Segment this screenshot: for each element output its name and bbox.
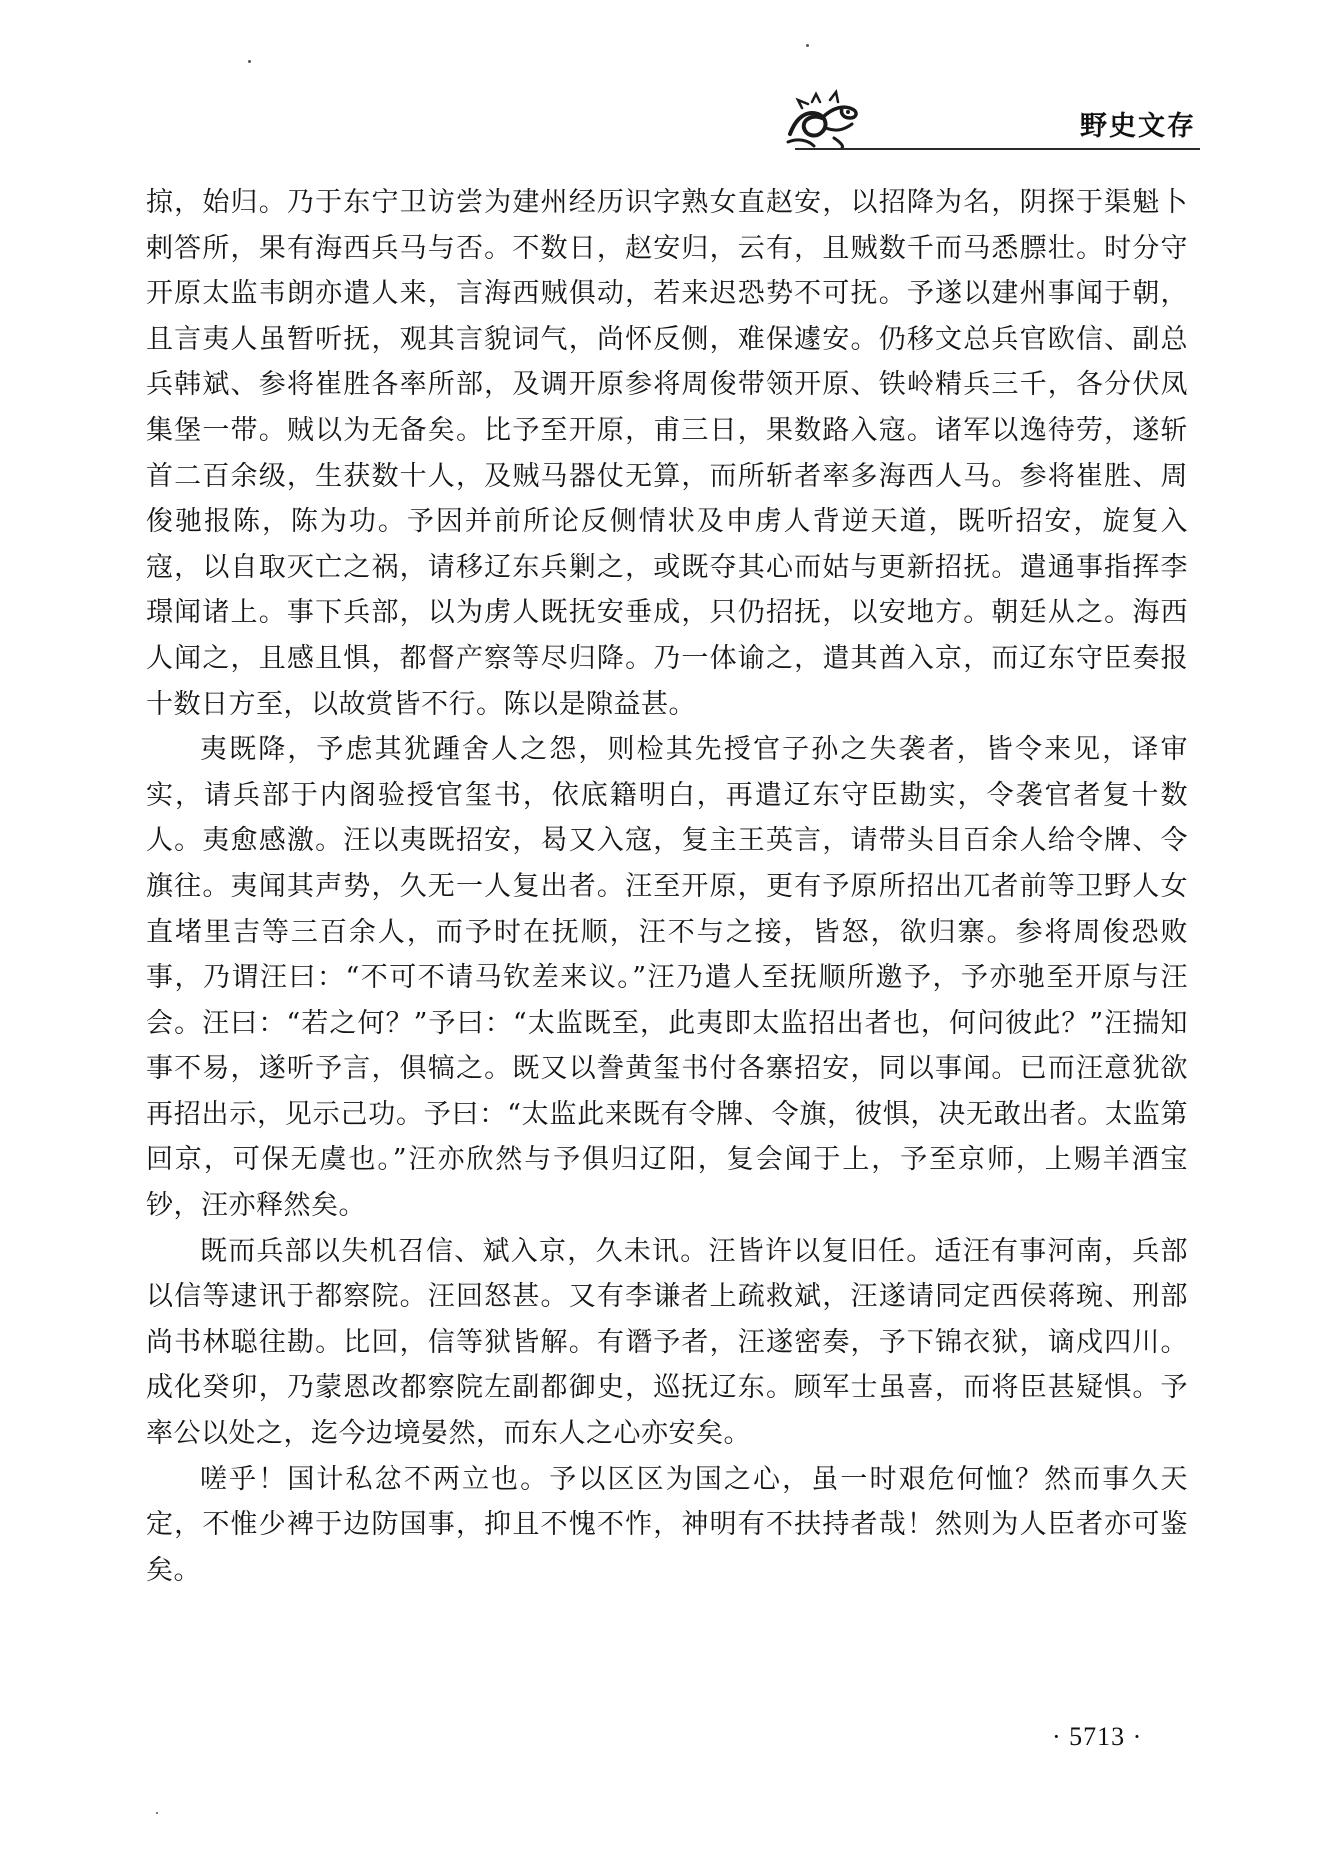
paragraph-4: 嗟乎！国计私忿不两立也。予以区区为国之心，虽一时艰危何恤？然而事久天定，不惟少裨于边防国事，抑且不愧不怍，神明有不扶持者哉！然则为人臣者亦可鉴矣。	[146, 1463, 1188, 1586]
paragraph-2: 夷既降，予虑其犹踵舍人之怨，则检其先授官子孙之失袭者，皆令来见，译审实，请兵部于内阁验授官玺书，依底籍明白，再遣辽东守臣勘实，令袭官者复十数人。夷愈感激。汪以夷既招安，曷又入寇，复主王英言，请带头目百余人给令牌、令旗往。夷闻其声势，久无一人复出者。汪至开原，更有予原所招出兀者前等卫野人女直堵里吉等三百余人，而予时在抚顺，汪不与之接，皆怒，欲归寨。参将周俊恐败事，乃谓汪曰：“不可不请马钦差来议。”汪乃遣人至抚顺所邀予，予亦驰至开原与汪会。汪曰：“若之何？”予曰：“太监既至，此夷即太监招出者也，何问彼此？”汪揣知事不易，遂听予言，俱犒之。既又以誊黄玺书付各寨招安，同以事闻。已而汪意犹欲再招出示，见示己功。予曰：“太监此来既有令牌、令旗，彼惧，决无敢出者。太监第回京，可保无虞也。”汪亦欣然与予俱归辽阳，复会闻于上，予至京师，上赐羊酒宝钞，汪亦释然矣。	[146, 734, 1188, 1222]
scan-speck	[156, 1812, 158, 1814]
running-header-title: 野史文存	[1080, 111, 1196, 142]
paragraph-1: 掠，始归。乃于东宁卫访尝为建州经历识字熟女直赵安，以招降为名，阴探于渠魁卜剌答所，果有海西兵马与否。不数日，赵安归，云有，且贼数千而马悉膘壮。时分守开原太监韦朗亦遣人来，言海西贼俱动，若来迟恐势不可抚。予遂以建州事闻于朝，且言夷人虽暂听抚，观其言貌词气，尚怀反侧，难保遽安。仍移文总兵官欧信、副总兵韩斌、参将崔胜各率所部，及调开原参将周俊带领开原、铁岭精兵三千，各分伏凤集堡一带。贼以为无备矣。比予至开原，甫三日，果数路入寇。诸军以逸待劳，遂斩首二百余级，生获数十人，及贼马器仗无算，而所斩者率多海西人马。参将崔胜、周俊驰报陈，陈为功。予因并前所论反侧情状及申虏人背逆天道，既听招安，旋复入寇，以自取灭亡之祸，请移辽东兵剿之，或既夺其心而姑与更新招抚。遣通事指挥李璟闻诸上。事下兵部，以为虏人既抚安垂成，只仍招抚，以安地方。朝廷从之。海西人闻之，且感且惧，都督产察等尽归降。乃一体谕之，遣其酋入京，而辽东守臣奏报十数日方至，以故赏皆不行。陈以是隙益甚。	[146, 187, 1188, 720]
page-number: · 5713 ·	[1052, 1722, 1143, 1751]
header-rule	[795, 148, 1200, 150]
scan-speck	[806, 44, 809, 47]
body-text	[146, 180, 1188, 1593]
paragraph-3: 既而兵部以失机召信、斌入京，久未讯。汪皆许以复旧任。适汪有事河南，兵部以信等逮讯于都察院。汪回怒甚。又有李谦者上疏救斌，汪遂请同定西侯蒋琬、刑部尚书林聪往勘。比回，信等狱皆解。有谮予者，汪遂密奏，予下锦衣狱，谪戍四川。成化癸卯，乃蒙恩改都察院左副都御史，巡抚辽东。顾军士虽喜，而将臣甚疑惧。予率公以处之，迄今边境晏然，而东人之心亦安矣。	[146, 1235, 1188, 1450]
dragon-icon	[782, 88, 864, 150]
scan-speck	[248, 60, 251, 63]
